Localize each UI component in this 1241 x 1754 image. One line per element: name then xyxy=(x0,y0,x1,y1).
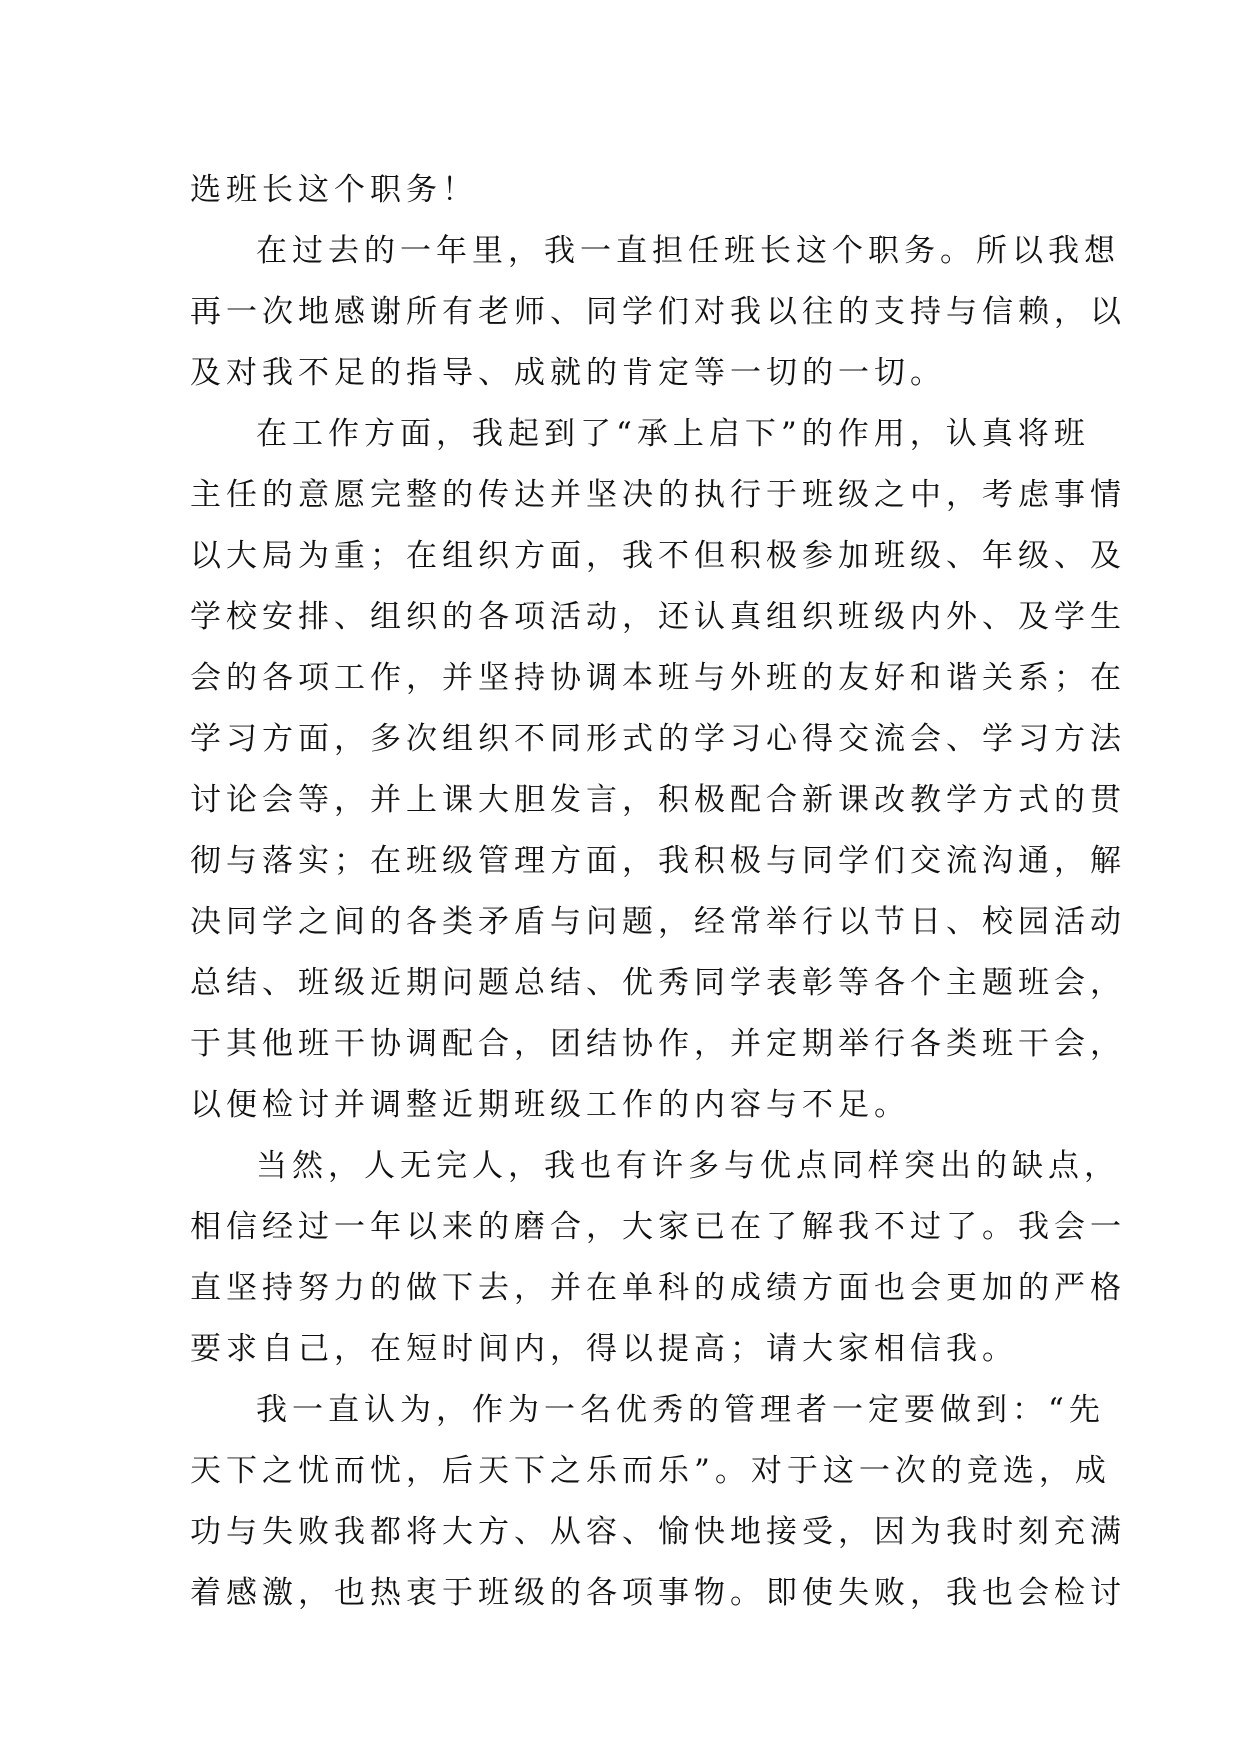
text-line: 要求自己，在短时间内，得以提高；请大家相信我。 xyxy=(190,1331,1018,1367)
document-body xyxy=(190,160,1126,1624)
text-line: 再一次地感谢所有老师、同学们对我以往的支持与信赖，以 xyxy=(190,294,1126,330)
text-line: 相信经过一年以来的磨合，大家已在了解我不过了。我会一 xyxy=(190,1209,1126,1245)
paragraph-first-line: 在工作方面，我起到了“承上启下”的作用，认真将班 xyxy=(256,416,1090,452)
text-line: 学习方面，多次组织不同形式的学习心得交流会、学习方法 xyxy=(190,721,1126,757)
text-line: 及对我不足的指导、成就的肯定等一切的一切。 xyxy=(190,355,946,391)
text-line: 彻与落实；在班级管理方面，我积极与同学们交流沟通，解 xyxy=(190,843,1126,879)
text-line: 以便检讨并调整近期班级工作的内容与不足。 xyxy=(190,1087,910,1123)
text-line: 讨论会等，并上课大胆发言，积极配合新课改教学方式的贯 xyxy=(190,782,1126,818)
paragraph-first-line: 我一直认为，作为一名优秀的管理者一定要做到：“先 xyxy=(256,1392,1105,1428)
paragraph-first-line: 当然，人无完人，我也有许多与优点同样突出的缺点， xyxy=(256,1148,1120,1184)
text-line: 学校安排、组织的各项活动，还认真组织班级内外、及学生 xyxy=(190,599,1126,635)
text-line: 总结、班级近期问题总结、优秀同学表彰等各个主题班会， xyxy=(190,965,1126,1001)
text-line: 决同学之间的各类矛盾与问题，经常举行以节日、校园活动 xyxy=(190,904,1126,940)
text-line: 于其他班干协调配合，团结协作，并定期举行各类班干会， xyxy=(190,1026,1126,1062)
text-line: 主任的意愿完整的传达并坚决的执行于班级之中，考虑事情 xyxy=(190,477,1126,513)
text-line: 功与失败我都将大方、从容、愉快地接受，因为我时刻充满 xyxy=(190,1514,1126,1550)
text-line: 选班长这个职务！ xyxy=(190,172,478,208)
text-line: 着感激，也热衷于班级的各项事物。即使失败，我也会检讨 xyxy=(190,1575,1126,1611)
text-line: 天下之忧而忧，后天下之乐而乐”。对于这一次的竞选，成 xyxy=(190,1453,1111,1489)
text-line: 以大局为重；在组织方面，我不但积极参加班级、年级、及 xyxy=(190,538,1126,574)
paragraph-first-line: 在过去的一年里，我一直担任班长这个职务。所以我想 xyxy=(256,233,1120,269)
text-line: 会的各项工作，并坚持协调本班与外班的友好和谐关系；在 xyxy=(190,660,1126,696)
text-line: 直坚持努力的做下去，并在单科的成绩方面也会更加的严格 xyxy=(190,1270,1126,1306)
